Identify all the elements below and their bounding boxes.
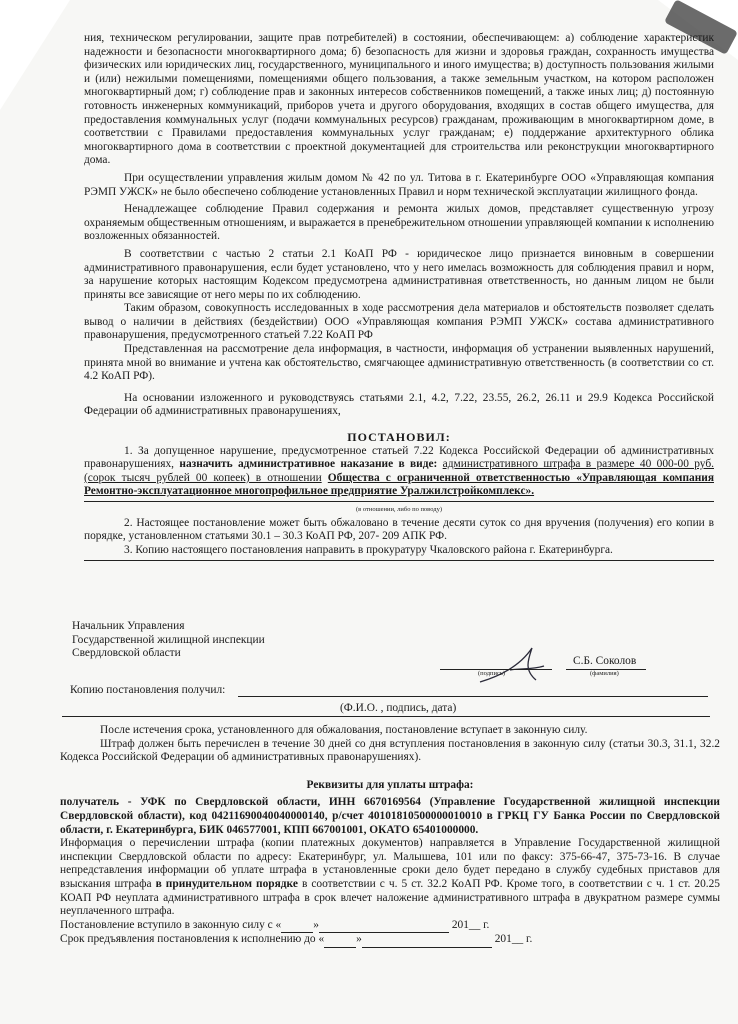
payment-info-c: в соответствии с ч. 5 ст. 32.2 КоАП РФ. Кроме того, в соответствии с ч. 1 ст. 20.25 КОАП РФ неуплата административного штрафа в срок влечет наложение административного штрафа в двукратном размере суммы неуплаченного штрафа.	[60, 877, 721, 918]
paragraph-effective: После истечения срока, установленного для обжалования, постановление вступает в законную силу.	[100, 724, 588, 736]
folded-corner-left	[0, 0, 70, 110]
paragraph-basis: На основании изложенного и руководствуясь статьями 2.1, 4.2, 7.22, 23.55, 26.2, 26.11 и 29.9 Кодекса Российской Федерации об административных правонарушениях,	[84, 391, 714, 418]
payment-info-bold: в принудительном порядке	[155, 877, 298, 890]
date-effective-day	[281, 919, 313, 934]
copy-received-label: Копию постановления получил:	[70, 684, 226, 696]
copy-received-line-2	[62, 716, 710, 717]
requisites-text: получатель - УФК по Свердловской области, ИНН 6670169564 (Управление Государственной жилищной инспекции Свердловской области), код 04211690040040000140, р/счет 40101810500000010010 в ГРКЦ ГУ Банка России по Свердловской области, г. Екатеринбурга, БИК 046577001, КПП 667001001, ОКАТО 65401000000.	[60, 796, 720, 836]
payment-info-a: Информация о перечислении штрафа (копии платежных документов) направляется в Управление Государственной жилищной инспекции Свердловской области по адресу: Екатеринбург, ул. Малышева, 101 или по факсу: 375-66-47, 375-73-16. В случае непредставления информации об уплате штрафа в установленные сроки дело будет передано в службу судебных приставов для взыскания штрафа	[60, 837, 720, 890]
signatory-position-2: Государственной жилищной инспекции	[72, 633, 265, 646]
date-effective-label: Постановление вступило в законную силу с «	[60, 918, 282, 931]
date-execution: Срок предъявления постановления к исполнению до « » 201__ г.	[60, 933, 720, 948]
date-execution-day	[324, 933, 356, 948]
date-effective: Постановление вступило в законную силу с « » 201__ г.	[60, 919, 720, 934]
item-1-penalty-type: назначить административное наказание в виде:	[179, 458, 438, 471]
copy-received-line	[238, 696, 708, 697]
decision-title: ПОСТАНОВИЛ:	[347, 430, 451, 445]
date-effective-month	[319, 919, 449, 934]
date-effective-year: 201__ г.	[451, 918, 490, 931]
signature-caption: (подпись)	[478, 670, 505, 677]
date-execution-year: 201__ г.	[494, 933, 533, 946]
paragraph-threat: Ненадлежащее соблюдение Правил содержания и ремонта жилых домов, представляет существенную угрозу охраняемым общественным отношениям, и выражается в пренебрежительном отношении управляющей компании к исполнению возложенных обязанностей.	[84, 203, 714, 243]
paragraph-payment-info	[60, 837, 720, 919]
item-1-caption: (в отношении, либо по поводу)	[84, 501, 714, 517]
signatory-name: С.Б. Соколов	[573, 655, 637, 667]
paragraph-conclusion: Таким образом, совокупность исследованных в ходе рассмотрения дела материалов и обстоятельств позволяет сделать вывод о наличии в действиях (бездействии) ООО «Управляющая компания РЭМП УЖСК» состава административного правонарушения, предусмотренного статьей 7.22 КоАП РФ	[84, 302, 714, 342]
copy-received-caption: (Ф.И.О. , подпись, дата)	[340, 702, 457, 714]
separator-line	[84, 560, 714, 561]
handwritten-signature	[470, 640, 560, 690]
item-1-intro: 1. За допущенное нарушение, предусмотренное статьей 7.22 Кодекса Российской Федерации об административных правонарушениях,	[84, 444, 714, 471]
name-caption: (фамилия)	[590, 670, 619, 677]
paragraph-mitigation: Представленная на рассмотрение дела информация, в частности, информация об устранении выявленных нарушений, принята мной во внимание и учтена как обстоятельство, смягчающее административную ответственность (в соответствии со ст. 4.2 КоАП РФ).	[84, 343, 714, 383]
item-1-organization: Общества с ограниченной ответственностью «Управляющая компания Ремонтно-эксплуатационное многопрофильное предприятие Уралжилстройкомплекс».	[84, 471, 714, 498]
main-text	[84, 32, 714, 561]
requisites-title: Реквизиты для уплаты штрафа:	[306, 778, 474, 791]
date-execution-month	[362, 933, 492, 948]
paragraph-payment-deadline: Штраф должен быть перечислен в течение 30 дней со дня вступления постановления в законную силу (статьи 30.3, 31.1, 32.2 Кодекса Российской Федерации об административных правонарушениях).	[60, 737, 720, 764]
paragraph-conditions: ния, техническом регулировании, защите прав потребителей) в состоянии, обеспечивающем: а) соблюдение характеристик надежности и безопасности многоквартирного дома; б) безопасность для жизни и здоровья граждан, сохранность имущества физических или юридических лиц, государственного, муниципального и иного имущества; в) доступность пользования жилыми и (или) нежилыми помещениями, помещениями общего пользования, а также земельным участком, на котором расположен многоквартирный дом; г) соблюдение прав и законных интересов собственников помещений, а также иных лиц; д) постоянную готовность инженерных коммуникаций, приборов учета и другого оборудования, входящих в состав общего имущества, для предоставления коммунальных услуг (подачи коммунальных ресурсов) гражданам, проживающим в многоквартирном доме, в соответствии с Правилами предоставления коммунальных услуг гражданам; е) поддержание архитектурного облика многоквартирного дома в соответствии с проектной документацией для строительства или реконструкции многоквартирного дома.	[84, 32, 714, 167]
decision-item-2: 2. Настоящее постановление может быть обжаловано в течение десяти суток со дня вручения (получения) его копии в порядке, установленном статьями 30.1 – 30.3 КоАП РФ, 207- 209 АПК РФ.	[84, 516, 714, 543]
signatory-position-3: Свердловской области	[72, 647, 181, 660]
lower-text	[60, 724, 720, 948]
paragraph-law: В соответствии с частью 2 статьи 2.1 КоАП РФ - юридическое лицо признается виновным в совершении административного правонарушения, если будет установлено, что у него имелась возможность для соблюдения правил и норм, за нарушение которых настоящим Кодексом предусмотрена административная ответственность, но данным лицом не были приняты все зависящие от него меры по их соблюдению.	[84, 247, 714, 301]
date-execution-label: Срок предъявления постановления к исполнению до «	[60, 933, 325, 946]
paragraph-violation: При осуществлении управления жилым домом № 42 по ул. Титова в г. Екатеринбурге ООО «Управляющая компания РЭМП УЖСК» не было обеспечено соблюдение установленных Правил и норм технической эксплуатации жилищного фонда.	[84, 171, 714, 198]
decision-item-3: 3. Копию настоящего постановления направить в прокуратуру Чкаловского района г. Екатеринбурга.	[124, 543, 613, 556]
decision-item-1	[84, 445, 714, 499]
signatory-position-1: Начальник Управления	[72, 620, 185, 632]
signatory-block	[72, 620, 265, 661]
item-1-fine: административного штрафа в размере 40 000-00 руб. (сорок тысяч рублей 00 копеек) в отношении	[84, 458, 714, 484]
